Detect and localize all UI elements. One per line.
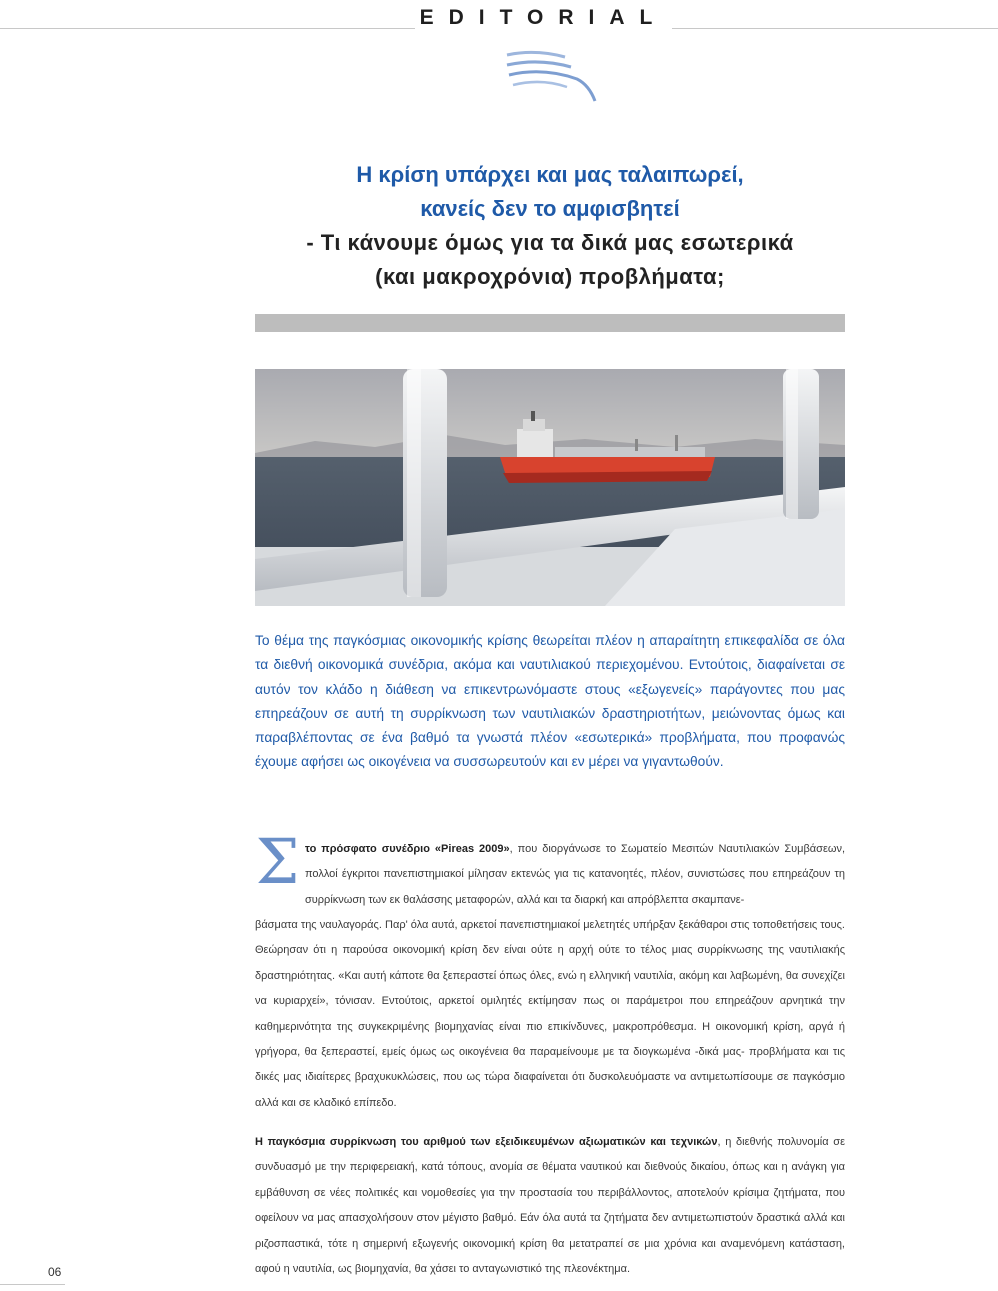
wave-logo-icon xyxy=(505,45,600,107)
page-number: 06 xyxy=(48,1265,62,1279)
headline-line-1: Η κρίση υπάρχει και μας ταλαιπωρεί, xyxy=(356,162,744,187)
article-paragraph-1-start xyxy=(305,837,845,913)
header-rule-right xyxy=(672,28,998,29)
header-rule-left xyxy=(0,28,415,29)
article-lead-1: το πρόσφατο συνέδριο «Pireas 2009» xyxy=(305,843,510,855)
headline xyxy=(255,158,845,294)
article-text-1a: , που διοργάνωσε το Σωματείο Μεσιτών Ναυτιλιακών Συμβάσεων, πολλοί έγκριτοι πανεπιστημιακοί μίλησαν εκτενώς για τις κατανοητές, πλέον, συνιστώσες που επηρεάζουν τη συρρίκνωση των εκ θαλάσσης μεταφορών, αλλά και τα διαρκή και απρόβλεπτα σκαμπανε- xyxy=(305,843,845,906)
article-text-2: , η διεθνής πολυνομία σε συνδυασμό με την περιφερειακή, κατά τόπους, ανομία σε θέματα ναυτικού και διεθνούς δικαίου, όπως και η ανάγκη για εμβάθυνση σε νέες πολιτικές και νομοθεσίες για την προστασία του περιβάλλοντος, αποτελούν κρίσιμα ζητήματα, που οφείλουν να μας απασχολήσουν στον μέγιστο βαθμό. Εάν όλα αυτά τα ζητήματα δεν αντιμετωπιστούν δραστικά αλλά και ριζοσπαστικά, τότε η σημερινή εξωγενής οικονομική κρίση θα μετατραπεί σε μια χρόνια και αναμενόμενη κατάσταση, αφού η ναυτιλία, ως βιομηχανία, θα χάσει το ανταγωνιστικό της πλεονέκτημα. xyxy=(255,1136,845,1276)
article-paragraph-1-continued xyxy=(255,913,845,1116)
gray-divider-bar xyxy=(255,314,845,332)
article-text-1b: βάσματα της ναυλαγοράς. Παρ' όλα αυτά, αρκετοί πανεπιστημιακοί μελετητές υπήρξαν ξεκάθαροι στις τοποθετήσεις τους. Θεώρησαν ότι η παρούσα οικονομική κρίση δεν είναι ούτε η αρχή ούτε το τέλος μιας συρρίκνωσης της ναυτιλιακής δραστηριότητας. «Και αυτή κάποτε θα ξεπεραστεί όπως όλες, ενώ η ελληνική ναυτιλία, ακόμη και λαβωμένη, θα συνεχίζει να κυριαρχεί», τόνισαν. Εντούτοις, αρκετοί ομιλητές εκτίμησαν πως οι παράμετροι που επηρεάζουν αρνητικά την καθημερινότητα της συγκεκριμένης βιομηχανίας είναι πιο επικίνδυνες, μακροπρόθεσμα. Η οικονομική κρίση, αργά ή γρήγορα, θα ξεπεραστεί, εμείς όμως ως οικογένεια θα παραμείνουμε με τα διογκωμένα -δικά μας- προβλήματα και τις δικές μας ιδιαίτερες βραχυκυκλώσεις, που ως τώρα διαφαίνεται ότι δυσκολευόμαστε να αντιμετωπίσουμε σε παγκόσμιο αλλά και σε κλαδικό επίπεδο. xyxy=(255,919,845,1109)
intro-paragraph xyxy=(255,629,845,775)
article-paragraph-2 xyxy=(255,1130,845,1282)
headline-line-2: κανείς δεν το αμφισβητεί xyxy=(420,196,680,221)
tanker-ship-photo xyxy=(255,369,845,606)
section-label: EDITORIAL xyxy=(419,6,668,29)
article-lead-2: Η παγκόσμια συρρίκνωση του αριθμού των εξειδικευμένων αξιωματικών και τεχνικών xyxy=(255,1136,718,1148)
intro-text: Το θέμα της παγκόσμιας οικονομικής κρίσης θεωρείται πλέον η απαραίτητη επικεφαλίδα σε όλα τα διεθνή οικονομικά συνέδρια, ακόμα και ναυτιλιακού περιεχομένου. Εντούτοις, διαφαίνεται σε αυτόν τον κλάδο η διάθεση να επικεντρωνόμαστε στους «εξωγενείς» παράγοντες που μας επηρεάζουν σε αυτή τη συρρίκνωση των ναυτιλιακών δραστηριοτήτων, μειώνοντας όμως και παραβλέποντας σε ένα βαθμό τα γνωστά πλέον «εσωτερικά» προβλήματα, που προφανώς έχουμε αφήσει ως οικογένεια να συσσωρευτούν και εν μέρει να γιγαντωθούν. xyxy=(255,633,845,770)
headline-line-4: (και μακροχρόνια) προβλήματα; xyxy=(375,264,725,289)
headline-line-3: - Τι κάνουμε όμως για τα δικά μας εσωτερικά xyxy=(306,230,794,255)
page-number-rule xyxy=(0,1284,65,1285)
drop-cap: Σ xyxy=(255,825,300,898)
